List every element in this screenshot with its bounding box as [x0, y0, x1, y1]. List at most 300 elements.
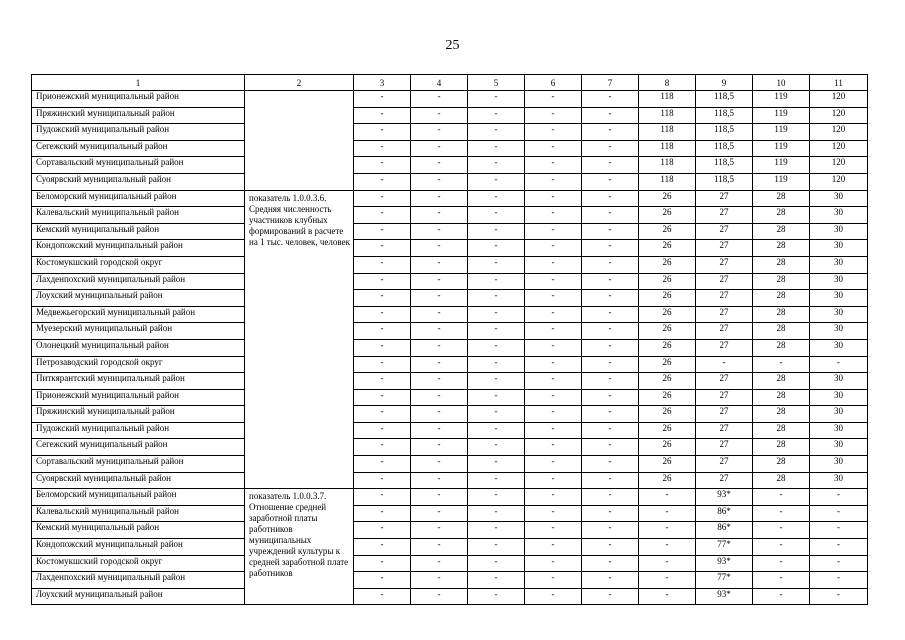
value-cell: 28: [753, 373, 810, 390]
value-cell: -: [582, 456, 639, 473]
value-cell: 26: [639, 306, 696, 323]
table-row: [32, 91, 868, 108]
value-cell: -: [468, 124, 525, 141]
value-cell: -: [810, 572, 868, 589]
value-cell: 28: [753, 472, 810, 489]
value-cell: 77*: [696, 539, 753, 556]
value-cell: 119: [753, 140, 810, 157]
table-row: [32, 124, 868, 141]
value-cell: -: [468, 107, 525, 124]
table-row: [32, 306, 868, 323]
municipality-name: Пудожский муниципальный район: [32, 422, 245, 439]
value-cell: -: [411, 456, 468, 473]
municipality-name: Лоухский муниципальный район: [32, 588, 245, 605]
value-cell: -: [753, 505, 810, 522]
municipality-name: Костомукшский городской округ: [32, 256, 245, 273]
value-cell: -: [525, 256, 582, 273]
indicator-description: показатель 1.0.0.3.6. Средняя численность участников клубных формирований в расчете на 1 тыс. человек, человек: [245, 190, 354, 489]
table-row: [32, 290, 868, 307]
municipality-name: Беломорский муниципальный район: [32, 489, 245, 506]
value-cell: 118: [639, 107, 696, 124]
municipality-name: Сегежский муниципальный район: [32, 140, 245, 157]
value-cell: 28: [753, 273, 810, 290]
value-cell: -: [582, 306, 639, 323]
value-cell: -: [468, 505, 525, 522]
value-cell: -: [525, 240, 582, 257]
value-cell: -: [525, 489, 582, 506]
value-cell: -: [354, 572, 411, 589]
value-cell: -: [468, 539, 525, 556]
value-cell: -: [525, 373, 582, 390]
table-row: [32, 389, 868, 406]
value-cell: -: [753, 356, 810, 373]
value-cell: -: [639, 489, 696, 506]
value-cell: -: [582, 290, 639, 307]
col-number-5: 5: [468, 75, 525, 91]
value-cell: -: [354, 190, 411, 207]
value-cell: -: [354, 240, 411, 257]
table-row: [32, 240, 868, 257]
value-cell: -: [411, 489, 468, 506]
value-cell: 120: [810, 157, 868, 174]
value-cell: -: [411, 389, 468, 406]
value-cell: 93*: [696, 588, 753, 605]
value-cell: -: [525, 406, 582, 423]
value-cell: -: [810, 588, 868, 605]
value-cell: -: [354, 539, 411, 556]
value-cell: -: [468, 555, 525, 572]
municipality-name: Питкярантский муниципальный район: [32, 373, 245, 390]
value-cell: 30: [810, 472, 868, 489]
value-cell: -: [525, 323, 582, 340]
municipality-name: Прионежский муниципальный район: [32, 389, 245, 406]
municipality-name: Кемский муниципальный район: [32, 522, 245, 539]
table-row: [32, 439, 868, 456]
value-cell: -: [582, 323, 639, 340]
indicator-description: [245, 91, 354, 191]
value-cell: 118,5: [696, 157, 753, 174]
value-cell: -: [753, 489, 810, 506]
value-cell: 26: [639, 273, 696, 290]
value-cell: -: [468, 273, 525, 290]
value-cell: 120: [810, 107, 868, 124]
value-cell: -: [354, 107, 411, 124]
municipality-name: Олонецкий муниципальный район: [32, 339, 245, 356]
value-cell: -: [582, 339, 639, 356]
value-cell: -: [411, 124, 468, 141]
value-cell: -: [582, 256, 639, 273]
table-row: [32, 223, 868, 240]
value-cell: 27: [696, 207, 753, 224]
table-row: [32, 107, 868, 124]
value-cell: 118,5: [696, 140, 753, 157]
value-cell: -: [468, 323, 525, 340]
municipality-name: Медвежьегорский муниципальный район: [32, 306, 245, 323]
value-cell: -: [810, 555, 868, 572]
value-cell: -: [525, 91, 582, 108]
value-cell: -: [354, 406, 411, 423]
column-number-row: [32, 75, 868, 91]
value-cell: -: [354, 273, 411, 290]
value-cell: 27: [696, 256, 753, 273]
value-cell: -: [411, 356, 468, 373]
value-cell: 26: [639, 207, 696, 224]
col-number-2: 2: [245, 75, 354, 91]
value-cell: -: [582, 555, 639, 572]
value-cell: -: [354, 323, 411, 340]
value-cell: 119: [753, 173, 810, 190]
value-cell: -: [411, 323, 468, 340]
value-cell: -: [354, 555, 411, 572]
table-row: [32, 323, 868, 340]
table-body: [32, 91, 868, 605]
value-cell: 28: [753, 256, 810, 273]
value-cell: 28: [753, 290, 810, 307]
value-cell: -: [582, 157, 639, 174]
value-cell: -: [411, 406, 468, 423]
value-cell: -: [525, 389, 582, 406]
value-cell: -: [582, 489, 639, 506]
value-cell: 28: [753, 406, 810, 423]
municipality-name: Муезерский муниципальный район: [32, 323, 245, 340]
value-cell: 27: [696, 339, 753, 356]
value-cell: 30: [810, 290, 868, 307]
col-number-7: 7: [582, 75, 639, 91]
value-cell: -: [525, 273, 582, 290]
value-cell: -: [582, 223, 639, 240]
value-cell: 120: [810, 140, 868, 157]
col-number-11: 11: [810, 75, 868, 91]
municipality-name: Пудожский муниципальный район: [32, 124, 245, 141]
municipality-name: Беломорский муниципальный район: [32, 190, 245, 207]
value-cell: 26: [639, 356, 696, 373]
value-cell: 30: [810, 273, 868, 290]
value-cell: -: [582, 406, 639, 423]
value-cell: -: [411, 572, 468, 589]
value-cell: -: [468, 356, 525, 373]
value-cell: -: [810, 539, 868, 556]
col-number-4: 4: [411, 75, 468, 91]
value-cell: -: [468, 389, 525, 406]
value-cell: -: [468, 522, 525, 539]
municipality-name: Сегежский муниципальный район: [32, 439, 245, 456]
value-cell: -: [582, 273, 639, 290]
value-cell: -: [753, 555, 810, 572]
value-cell: -: [468, 190, 525, 207]
municipality-name: Калевальский муниципальный район: [32, 505, 245, 522]
table-row: [32, 373, 868, 390]
value-cell: -: [468, 489, 525, 506]
value-cell: -: [411, 140, 468, 157]
value-cell: 28: [753, 207, 810, 224]
value-cell: -: [639, 572, 696, 589]
value-cell: -: [411, 157, 468, 174]
value-cell: 28: [753, 456, 810, 473]
value-cell: -: [582, 389, 639, 406]
table-row: [32, 539, 868, 556]
value-cell: -: [354, 124, 411, 141]
value-cell: 86*: [696, 505, 753, 522]
value-cell: 30: [810, 256, 868, 273]
value-cell: 28: [753, 190, 810, 207]
table-row: [32, 190, 868, 207]
value-cell: -: [810, 356, 868, 373]
value-cell: -: [468, 157, 525, 174]
municipality-name: Суоярвский муниципальный район: [32, 173, 245, 190]
value-cell: -: [639, 555, 696, 572]
value-cell: 30: [810, 323, 868, 340]
value-cell: 30: [810, 190, 868, 207]
value-cell: -: [582, 588, 639, 605]
value-cell: -: [411, 273, 468, 290]
value-cell: 30: [810, 207, 868, 224]
value-cell: -: [354, 223, 411, 240]
value-cell: 93*: [696, 555, 753, 572]
col-number-3: 3: [354, 75, 411, 91]
value-cell: -: [639, 539, 696, 556]
value-cell: -: [582, 505, 639, 522]
data-table: [31, 74, 868, 605]
value-cell: -: [354, 505, 411, 522]
municipality-name: Кондопожский муниципальный район: [32, 539, 245, 556]
value-cell: -: [525, 207, 582, 224]
value-cell: -: [468, 373, 525, 390]
municipality-name: Кондопожский муниципальный район: [32, 240, 245, 257]
value-cell: -: [582, 472, 639, 489]
value-cell: 26: [639, 456, 696, 473]
value-cell: -: [354, 207, 411, 224]
value-cell: -: [810, 505, 868, 522]
municipality-name: Прионежский муниципальный район: [32, 91, 245, 108]
value-cell: -: [753, 588, 810, 605]
value-cell: 30: [810, 439, 868, 456]
value-cell: 26: [639, 439, 696, 456]
value-cell: 27: [696, 323, 753, 340]
value-cell: -: [411, 339, 468, 356]
value-cell: -: [582, 124, 639, 141]
value-cell: -: [639, 522, 696, 539]
table-row: [32, 207, 868, 224]
value-cell: 120: [810, 124, 868, 141]
value-cell: 27: [696, 190, 753, 207]
municipality-name: Петрозаводский городской округ: [32, 356, 245, 373]
value-cell: -: [468, 572, 525, 589]
value-cell: -: [525, 290, 582, 307]
value-cell: 26: [639, 472, 696, 489]
col-number-9: 9: [696, 75, 753, 91]
value-cell: -: [354, 389, 411, 406]
table-row: [32, 157, 868, 174]
value-cell: -: [354, 456, 411, 473]
value-cell: -: [354, 373, 411, 390]
value-cell: -: [411, 472, 468, 489]
municipality-name: Калевальский муниципальный район: [32, 207, 245, 224]
value-cell: -: [354, 290, 411, 307]
value-cell: -: [582, 91, 639, 108]
value-cell: -: [582, 572, 639, 589]
value-cell: 118,5: [696, 107, 753, 124]
table-row: [32, 472, 868, 489]
value-cell: 26: [639, 290, 696, 307]
value-cell: -: [525, 539, 582, 556]
value-cell: 30: [810, 306, 868, 323]
municipality-name: Пряжинский муниципальный район: [32, 107, 245, 124]
municipality-name: Лоухский муниципальный район: [32, 290, 245, 307]
municipality-name: Кемский муниципальный район: [32, 223, 245, 240]
value-cell: -: [582, 439, 639, 456]
value-cell: 27: [696, 472, 753, 489]
value-cell: 28: [753, 389, 810, 406]
value-cell: 118: [639, 173, 696, 190]
table-row: [32, 356, 868, 373]
value-cell: -: [525, 572, 582, 589]
value-cell: 119: [753, 91, 810, 108]
value-cell: -: [411, 207, 468, 224]
value-cell: -: [411, 373, 468, 390]
value-cell: -: [468, 472, 525, 489]
value-cell: -: [468, 173, 525, 190]
value-cell: 26: [639, 223, 696, 240]
value-cell: -: [354, 588, 411, 605]
municipality-name: Костомукшский городской округ: [32, 555, 245, 572]
value-cell: 28: [753, 323, 810, 340]
value-cell: -: [525, 157, 582, 174]
value-cell: -: [468, 223, 525, 240]
value-cell: -: [525, 456, 582, 473]
value-cell: -: [696, 356, 753, 373]
value-cell: 28: [753, 306, 810, 323]
value-cell: -: [810, 522, 868, 539]
value-cell: 26: [639, 422, 696, 439]
col-number-10: 10: [753, 75, 810, 91]
value-cell: -: [411, 240, 468, 257]
value-cell: 30: [810, 240, 868, 257]
value-cell: -: [582, 522, 639, 539]
value-cell: -: [354, 256, 411, 273]
value-cell: -: [354, 439, 411, 456]
value-cell: -: [354, 356, 411, 373]
table-row: [32, 588, 868, 605]
value-cell: -: [354, 306, 411, 323]
value-cell: -: [525, 439, 582, 456]
value-cell: -: [468, 207, 525, 224]
value-cell: 26: [639, 240, 696, 257]
value-cell: 30: [810, 422, 868, 439]
table-row: [32, 489, 868, 506]
value-cell: 30: [810, 456, 868, 473]
value-cell: 28: [753, 439, 810, 456]
value-cell: 118,5: [696, 124, 753, 141]
table-row: [32, 273, 868, 290]
value-cell: -: [753, 539, 810, 556]
value-cell: 30: [810, 389, 868, 406]
value-cell: 28: [753, 339, 810, 356]
page-number: 25: [445, 38, 460, 53]
value-cell: -: [468, 256, 525, 273]
municipality-name: Суоярвский муниципальный район: [32, 472, 245, 489]
value-cell: 27: [696, 223, 753, 240]
value-cell: 118,5: [696, 173, 753, 190]
municipality-name: Сортавальский муниципальный район: [32, 456, 245, 473]
col-number-1: 1: [32, 75, 245, 91]
value-cell: -: [468, 339, 525, 356]
value-cell: 118: [639, 140, 696, 157]
value-cell: -: [354, 472, 411, 489]
value-cell: -: [354, 173, 411, 190]
value-cell: 119: [753, 124, 810, 141]
value-cell: -: [354, 489, 411, 506]
value-cell: 30: [810, 339, 868, 356]
value-cell: -: [411, 190, 468, 207]
value-cell: -: [468, 306, 525, 323]
value-cell: 118,5: [696, 91, 753, 108]
value-cell: 26: [639, 389, 696, 406]
municipality-name: Сортавальский муниципальный район: [32, 157, 245, 174]
table-row: [32, 505, 868, 522]
value-cell: -: [468, 140, 525, 157]
value-cell: -: [468, 422, 525, 439]
municipality-name: Пряжинский муниципальный район: [32, 406, 245, 423]
table-row: [32, 555, 868, 572]
value-cell: -: [639, 588, 696, 605]
value-cell: -: [411, 107, 468, 124]
value-cell: -: [468, 439, 525, 456]
value-cell: 120: [810, 91, 868, 108]
value-cell: 28: [753, 223, 810, 240]
value-cell: -: [354, 157, 411, 174]
value-cell: 27: [696, 273, 753, 290]
value-cell: -: [582, 173, 639, 190]
value-cell: 118: [639, 124, 696, 141]
value-cell: -: [411, 256, 468, 273]
value-cell: 30: [810, 406, 868, 423]
value-cell: 26: [639, 406, 696, 423]
value-cell: 30: [810, 373, 868, 390]
value-cell: -: [525, 422, 582, 439]
table-row: [32, 339, 868, 356]
value-cell: -: [582, 207, 639, 224]
value-cell: -: [468, 290, 525, 307]
table-row: [32, 456, 868, 473]
value-cell: -: [468, 91, 525, 108]
value-cell: -: [468, 456, 525, 473]
value-cell: -: [525, 588, 582, 605]
value-cell: -: [525, 124, 582, 141]
value-cell: 27: [696, 439, 753, 456]
value-cell: -: [525, 555, 582, 572]
value-cell: -: [525, 190, 582, 207]
value-cell: -: [582, 240, 639, 257]
value-cell: -: [582, 356, 639, 373]
value-cell: -: [411, 539, 468, 556]
value-cell: -: [582, 190, 639, 207]
municipality-name: Лахденпохский муниципальный район: [32, 572, 245, 589]
value-cell: -: [468, 240, 525, 257]
value-cell: 118: [639, 91, 696, 108]
value-cell: -: [525, 472, 582, 489]
value-cell: 27: [696, 373, 753, 390]
value-cell: -: [411, 555, 468, 572]
value-cell: -: [525, 107, 582, 124]
value-cell: -: [582, 422, 639, 439]
value-cell: -: [468, 406, 525, 423]
value-cell: -: [525, 505, 582, 522]
value-cell: -: [525, 223, 582, 240]
value-cell: -: [810, 489, 868, 506]
value-cell: -: [525, 339, 582, 356]
value-cell: -: [354, 522, 411, 539]
value-cell: -: [411, 91, 468, 108]
